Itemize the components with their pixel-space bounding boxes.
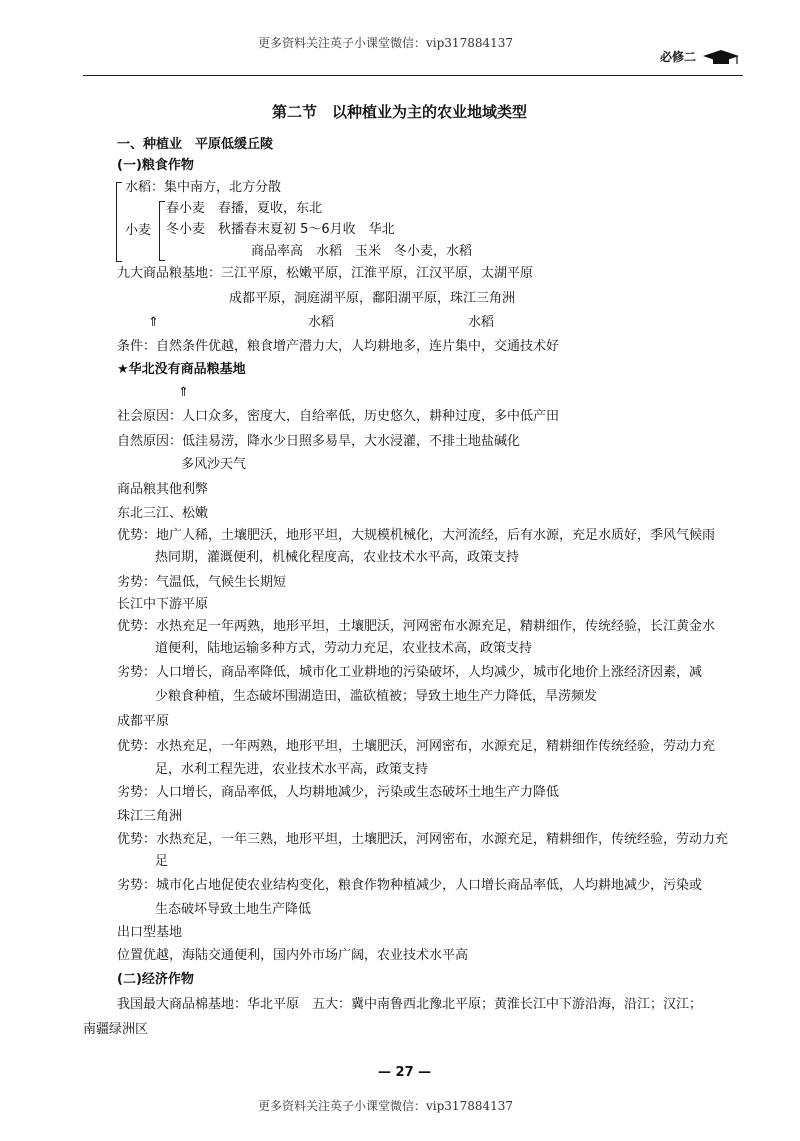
- page-number: — 27 —: [378, 1065, 432, 1080]
- rice-label-2: 水稻: [468, 315, 495, 330]
- natural-reasons-2: 多风沙天气: [181, 457, 247, 472]
- chengdu-adv-2: 足，水利工程先进，农业技术水平高，政策支持: [155, 762, 429, 777]
- winter-wheat: 冬小麦 秋播春末夏初 5～6月收 华北: [166, 222, 395, 237]
- spring-wheat: 春小麦 春播，夏收，东北: [166, 201, 323, 216]
- book-tag: [660, 46, 741, 66]
- northeast-adv-1: 优势：地广人稀，土壤肥沃，地形平坦，大规模机械化，大河流经，后有水源，充足水质好，季风气候雨: [117, 528, 716, 543]
- chengdu-adv-1: 优势：水热充足，一年两熟，地形平坦，土壤肥沃，河网密布，水源充足，精耕细作传统经验，劳动力充: [117, 739, 716, 754]
- footer-watermark: 更多资料关注英子小课堂微信：vip317884137: [258, 1099, 514, 1113]
- book-tag-label: 必修二: [660, 50, 697, 64]
- rice-distribution: 水稻：集中南方，北方分散: [125, 180, 282, 195]
- conditions: 条件：自然条件优越，粮食增产潜力大，人均耕地多，连片集中，交通技术好: [117, 339, 560, 354]
- grain-bases-line2: 成都平原，洞庭湖平原，鄱阳湖平原，珠江三角洲: [229, 291, 516, 306]
- pearl-adv-1: 优势：水热充足，一年三熟，地形平坦，土壤肥沃，河网密布，水源充足，精耕细作，传统经验，劳动力充: [117, 832, 729, 847]
- rice-label-1: 水稻: [308, 315, 335, 330]
- pearl-adv-2: 足: [155, 854, 169, 869]
- heading-planting: 一、种植业 平原低缓丘陵: [117, 137, 274, 152]
- header-rule: [83, 75, 743, 76]
- chengdu-dis: 劣势：人口增长，商品率低，人均耕地减少，污染或生态破坏土地生产力降低: [117, 785, 560, 800]
- yangtze-adv-1: 优势：水热充足一年两熟，地形平坦，土壤肥沃，河网密布水源充足，精耕细作，传统经验，长江黄金水: [117, 619, 716, 634]
- section-title: 第二节 以种植业为主的农业地域类型: [272, 103, 528, 121]
- cotton-bases-2: 南疆绿洲区: [83, 1022, 149, 1037]
- commodity-rate: 商品率高 水稻 玉米 冬小麦，水稻: [251, 244, 473, 259]
- cotton-bases-1: 我国最大商品棉基地：华北平原 五大：冀中南鲁西北豫北平原；黄淮长江中下游沿海，沿江；汉江；: [117, 997, 703, 1012]
- wheat-brace: [159, 201, 165, 261]
- arrow-up-2: ⇑: [178, 385, 189, 400]
- outer-brace: [116, 182, 122, 262]
- yangtze-name: 长江中下游平原: [117, 597, 209, 612]
- pearl-dis-2: 生态破坏导致土地生产降低: [155, 902, 312, 917]
- heading-cash-crops: (二)经济作物: [117, 972, 194, 987]
- header-watermark: 更多资料关注英子小课堂微信：vip317884137: [258, 36, 514, 50]
- export-base-name: 出口型基地: [117, 925, 183, 940]
- pearl-dis-1: 劣势：城市化占地促使农业结构变化，粮食作物种植减少，人口增长商品率低，人均耕地减少，污染或: [117, 878, 703, 893]
- northeast-name: 东北三江、松嫩: [117, 506, 209, 521]
- natural-reasons-1: 自然原因：低洼易涝，降水少日照多易旱，大水浸灌，不排土地盐碱化: [117, 434, 521, 449]
- northeast-dis: 劣势：气温低，气候生长期短: [117, 575, 287, 590]
- yangtze-dis-1: 劣势：人口增长，商品率降低，城市化工业耕地的污染破坏，人均减少，城市化地价上涨经济因素，减: [117, 665, 703, 680]
- heading-grain-crops: (一)粮食作物: [117, 158, 194, 173]
- huabei-note: ★华北没有商品粮基地: [117, 362, 246, 377]
- arrow-up: ⇑: [148, 315, 159, 330]
- pearl-name: 珠江三角洲: [117, 809, 183, 824]
- wheat-label: 小麦: [125, 223, 152, 238]
- export-base-desc: 位置优越，海陆交通便利，国内外市场广阔，农业技术水平高: [117, 948, 469, 963]
- northeast-adv-2: 热同期，灌溉便利，机械化程度高，农业技术水平高，政策支持: [155, 550, 520, 565]
- graduation-cap-icon: [701, 48, 741, 66]
- grain-bases-line1: 九大商品粮基地：三江平原，松嫩平原，江淮平原，江汉平原，太湖平原: [117, 266, 534, 281]
- yangtze-adv-2: 道便利，陆地运输多种方式，劳动力充足，农业技术高，政策支持: [155, 641, 533, 656]
- social-reasons: 社会原因：人口众多，密度大，自给率低，历史悠久，耕种过度，多中低产田: [117, 409, 560, 424]
- chengdu-name: 成都平原: [117, 714, 170, 729]
- pros-cons-heading: 商品粮其他利弊: [117, 482, 209, 497]
- yangtze-dis-2: 少粮食种植，生态破坏围湖造田，滥砍植被；导致土地生产力降低，旱涝频发: [155, 689, 598, 704]
